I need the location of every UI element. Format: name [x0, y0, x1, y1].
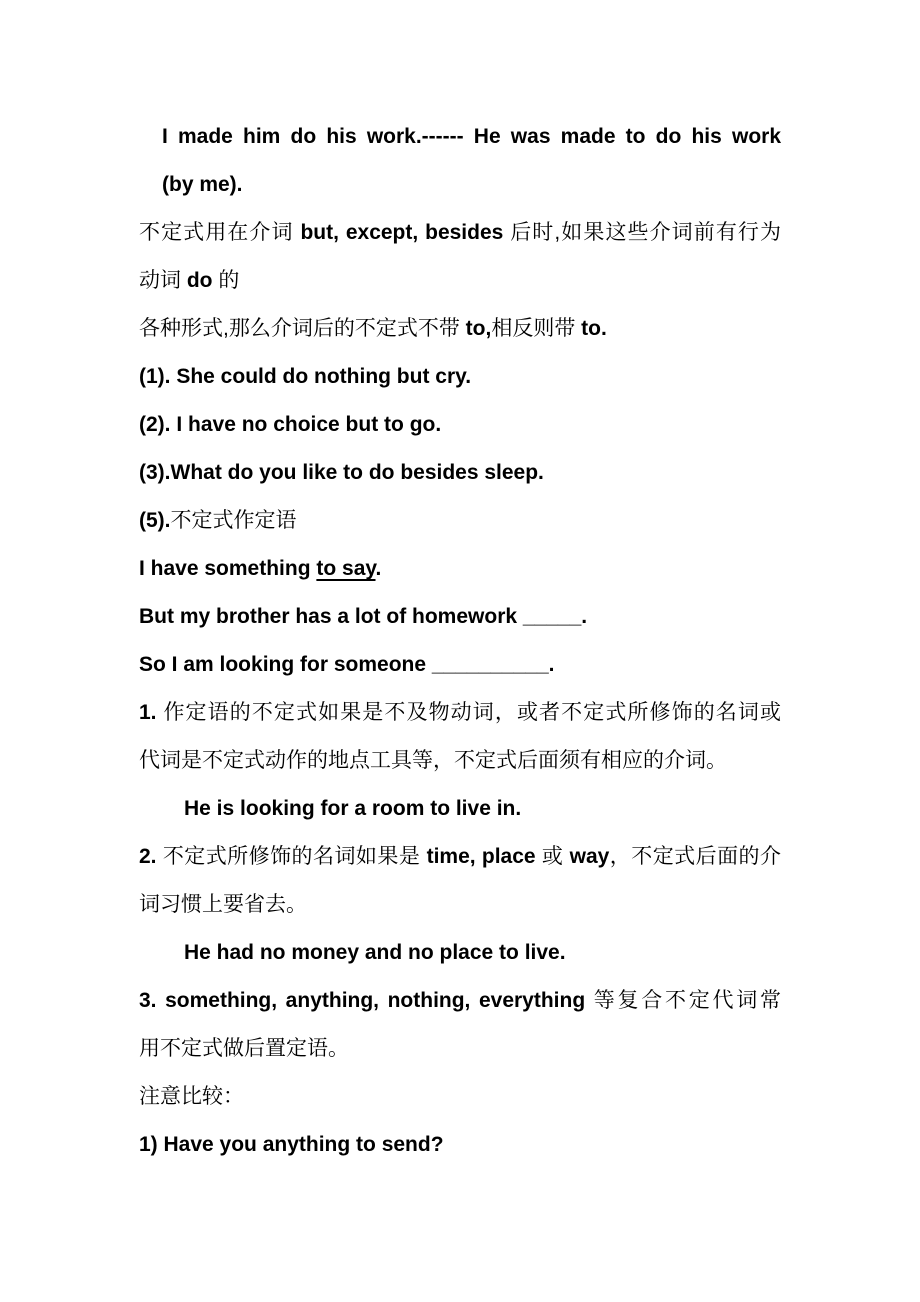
text-segment: But my brother has a lot of homework _____. [139, 605, 588, 628]
text-segment: (5). [139, 509, 171, 532]
text-segment: 代词是不定式动作的地点工具等，不定式后面须有相应的介词。 [139, 749, 727, 772]
text-line-01 [139, 113, 781, 161]
text-line-07 [139, 401, 781, 449]
text-line-06 [139, 353, 781, 401]
text-line-03 [139, 209, 781, 257]
text-line-14 [139, 737, 781, 785]
text-segment: (by me). [162, 173, 243, 196]
text-line-10 [139, 545, 781, 593]
text-line-17 [139, 881, 781, 929]
text-line-04 [139, 257, 781, 305]
text-line-20 [139, 1025, 781, 1073]
text-segment: 不定式用在介词 [139, 221, 301, 244]
text-segment: ，不定式后面的介 [609, 845, 781, 868]
text-line-02 [139, 161, 781, 209]
text-segment: 各种形式,那么介词后的不定式不带 [139, 317, 466, 340]
text-line-18 [139, 929, 781, 977]
text-segment: but, except, besides [300, 221, 511, 244]
text-segment: to say [316, 557, 376, 580]
text-segment: (2). I have no choice but to go. [139, 413, 442, 436]
text-line-08 [139, 449, 781, 497]
text-line-05 [139, 305, 781, 353]
text-segment: 用不定式做后置定语。 [139, 1037, 349, 1060]
text-segment: 的 [218, 269, 240, 292]
text-segment: do [186, 269, 219, 292]
text-segment: (3).What do you like to do besides sleep. [139, 461, 544, 484]
text-line-16 [139, 833, 781, 881]
text-segment: 作定语的不定式如果是不及物动词，或者不定式所修饰的名词或 [163, 701, 781, 724]
text-segment: 1) Have you anything to send? [139, 1133, 444, 1156]
text-segment: 相反则带 [491, 317, 582, 340]
text-line-21 [139, 1073, 781, 1121]
text-segment: 动词 [139, 269, 187, 292]
text-line-19 [139, 977, 781, 1025]
text-line-13 [139, 689, 781, 737]
text-segment: . [375, 557, 382, 580]
text-line-11 [139, 593, 781, 641]
text-segment: time, place [426, 845, 542, 868]
text-segment: 2. [139, 845, 163, 868]
text-segment: 注意比较： [139, 1085, 244, 1108]
text-line-12 [139, 641, 781, 689]
text-segment: way [569, 845, 610, 868]
document-content [139, 113, 781, 1169]
text-segment: to, [465, 317, 492, 340]
text-segment: 1. [139, 701, 164, 724]
text-segment: 等复合不定代词常 [593, 989, 781, 1012]
text-line-09 [139, 497, 781, 545]
text-segment: I have something [139, 557, 317, 580]
text-segment: I made him do his work.------ He was made to do his work [162, 125, 781, 148]
text-segment: So I am looking for someone __________. [139, 653, 555, 676]
text-segment: 不定式作定语 [170, 509, 297, 532]
text-segment: He is looking for a room to live in. [184, 797, 522, 820]
text-segment: 后时,如果这些介词前有行为 [510, 221, 781, 244]
text-segment: to. [581, 317, 607, 340]
text-segment: (1). She could do nothing but cry. [139, 365, 472, 388]
text-line-22 [139, 1121, 781, 1169]
text-segment: 或 [541, 845, 570, 868]
text-line-15 [139, 785, 781, 833]
text-segment: 3. something, anything, nothing, everything [139, 989, 594, 1012]
text-segment: He had no money and no place to live. [184, 941, 566, 964]
text-segment: 词习惯上要省去。 [139, 893, 307, 916]
text-segment: 不定式所修饰的名词如果是 [162, 845, 427, 868]
